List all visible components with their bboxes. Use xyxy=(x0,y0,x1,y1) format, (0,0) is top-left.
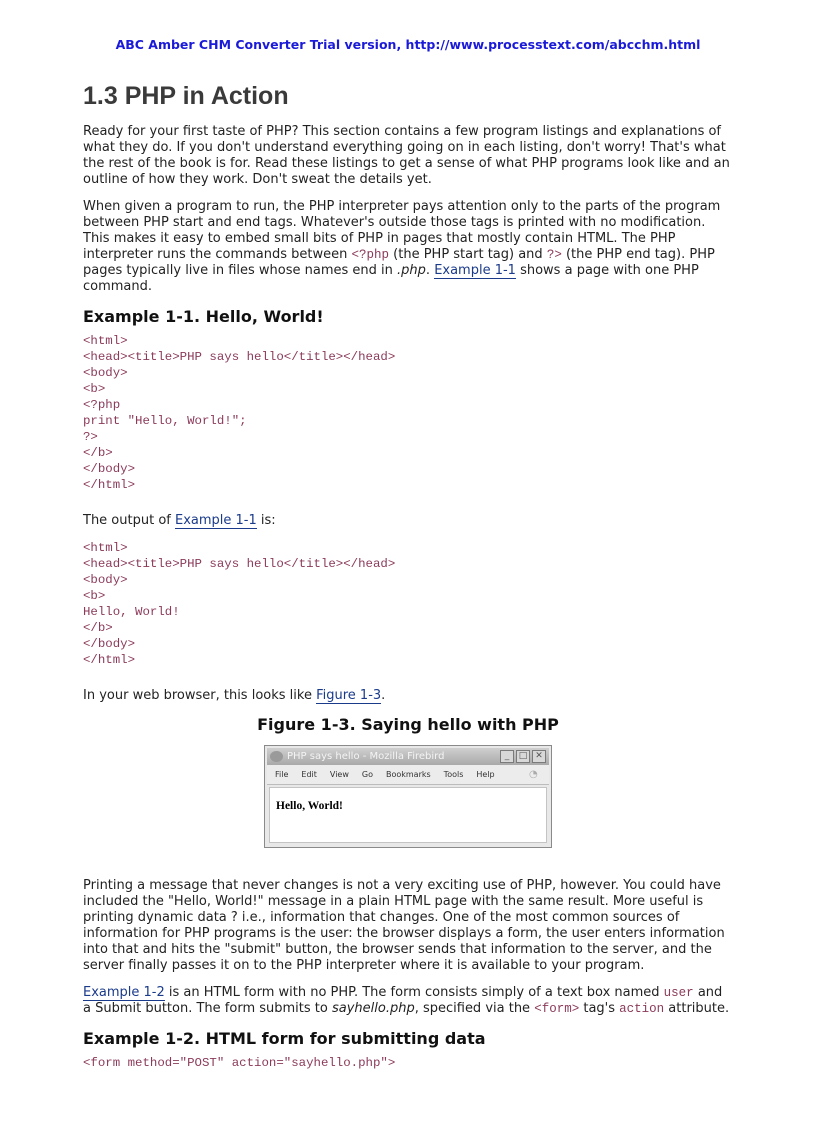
example-1-1-title: Example 1-1. Hello, World! xyxy=(83,307,324,326)
throbber-icon: ◔ xyxy=(529,768,538,780)
menu-file: File xyxy=(275,770,289,779)
text-span: . xyxy=(381,688,386,703)
output-code: <html> <head><title>PHP says hello</title></head> <body> <b> Hello, World! </b> </body> </html> xyxy=(83,541,396,667)
converter-banner: ABC Amber CHM Converter Trial version, http://www.processtext.com/abcchm.html xyxy=(115,37,701,52)
text-span: attribute. xyxy=(664,1001,730,1016)
text-span: shows a page with one PHP command. xyxy=(83,263,699,294)
text-span: When given a program to run, the PHP interpreter pays attention only to the parts of the program between PHP start and end tags. Whatever's outside those tags is printed with no modification. This makes it easy to embed small bits of PHP in pages that mostly contain HTML. The PHP interpreter runs the commands between xyxy=(83,199,721,262)
text-span: (the PHP end tag). PHP pages typically live in files whose names end in xyxy=(83,247,715,278)
maximize-icon: □ xyxy=(516,750,530,763)
browser-intro-paragraph xyxy=(83,688,733,704)
menu-go: Go xyxy=(361,770,373,779)
figure-1-3-link[interactable]: Figure 1-3 xyxy=(316,688,382,703)
text-span: tag's xyxy=(579,1001,620,1016)
example-1-1-link[interactable]: Example 1-1 xyxy=(434,263,516,278)
text-span: and a Submit button. The form submits to xyxy=(83,985,723,1016)
example-1-2-link[interactable]: Example 1-2 xyxy=(83,985,165,1000)
example-1-1-link[interactable]: Example 1-1 xyxy=(174,513,257,528)
php-end-tag-code: ?> xyxy=(546,248,562,262)
menu-edit: Edit xyxy=(301,770,317,779)
browser-page-area xyxy=(269,787,547,843)
close-icon: ✕ xyxy=(532,750,546,763)
menu-help: Help xyxy=(476,770,495,779)
figure-1-3-title: Figure 1-3. Saying hello with PHP xyxy=(257,715,559,734)
text-span: The output of xyxy=(83,513,175,528)
document-body xyxy=(83,80,733,1091)
menu-bookmarks: Bookmarks xyxy=(385,770,431,779)
dynamic-data-paragraph: Printing a message that never changes is not a very exciting use of PHP, however. You could have included the "Hello, World!" message in a plain HTML page with the same result. More useful is printing dynamic data ? i.e., information that changes. One of the most common sources of information for PHP programs is the user: the browser displays a form, the user enters information into that and hits the "submit" button, the browser sends that information to the server, and the server finally passes it on to the PHP interpreter where it is available to your program. xyxy=(83,878,725,973)
browser-menubar xyxy=(267,765,549,785)
sayhello-filename: sayhello.php xyxy=(331,1001,415,1016)
user-code: user xyxy=(663,986,694,1000)
section-title: 1.3 PHP in Action xyxy=(83,82,289,110)
text-span: In your web browser, this looks like xyxy=(83,688,317,703)
menu-view: View xyxy=(329,770,349,779)
form-tag-code: <form> xyxy=(534,1002,580,1016)
browser-page-content: Hello, World! xyxy=(276,800,343,812)
browser-window-title: PHP says hello - Mozilla Firebird xyxy=(287,751,445,762)
output-intro-paragraph xyxy=(83,513,733,529)
text-span: (the PHP start tag) and xyxy=(389,247,547,262)
php-start-tag-code: <?php xyxy=(351,248,390,262)
minimize-icon: _ xyxy=(500,750,514,763)
menu-tools: Tools xyxy=(443,770,464,779)
text-span: is an HTML form with no PHP. The form consists simply of a text box named xyxy=(164,985,664,1000)
firebird-icon xyxy=(270,751,283,762)
example-1-2-code: <form method="POST" action="sayhello.php"> xyxy=(83,1056,396,1070)
php-extension: .php xyxy=(397,263,426,278)
text-span: , specified via the xyxy=(414,1001,535,1016)
example-1-1-code: <html> <head><title>PHP says hello</title></head> <body> <b> <?php print "Hello, World!"; ?> </b> </body> </html> xyxy=(83,334,396,492)
intro-paragraph: Ready for your first taste of PHP? This section contains a few program listings and explanations of what they do. If you don't understand everything going on in each listing, don't worry! That's what the rest of the book is for. Read these listings to get a sense of what PHP programs look like and an outline of how they work. Don't sweat the details yet. xyxy=(83,124,730,187)
text-span: . xyxy=(425,263,435,278)
browser-titlebar xyxy=(267,748,549,765)
php-tags-paragraph xyxy=(83,199,733,295)
text-span: is: xyxy=(256,513,276,528)
example-1-2-title: Example 1-2. HTML form for submitting data xyxy=(83,1029,486,1048)
action-code: action xyxy=(619,1002,665,1016)
form-intro-paragraph xyxy=(83,985,733,1017)
browser-screenshot xyxy=(264,745,552,848)
